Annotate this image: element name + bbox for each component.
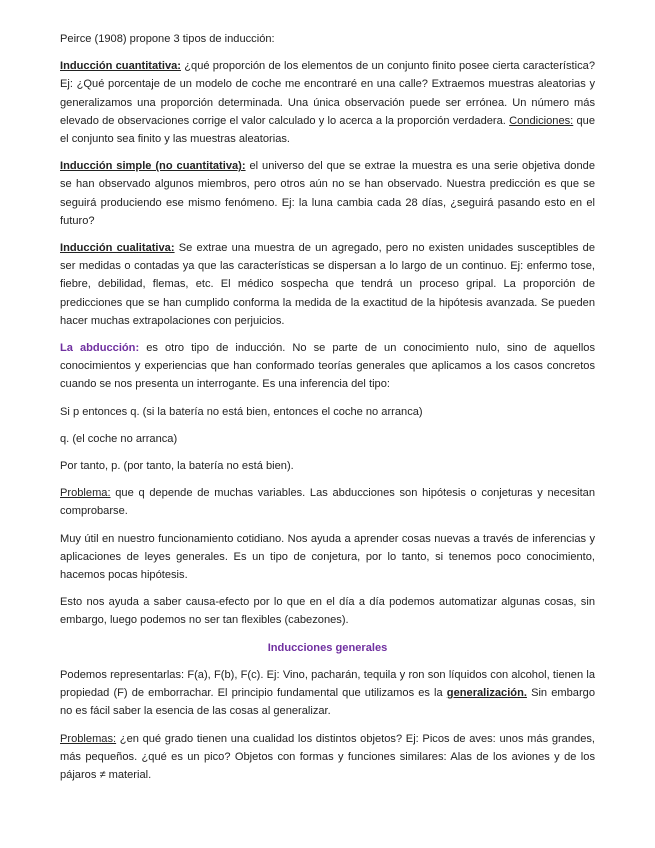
simple-induction-term: Inducción simple (no cuantitativa):: [60, 160, 246, 173]
problem-label: Problema:: [60, 487, 111, 500]
quantitative-induction-paragraph: [60, 57, 595, 148]
qualitative-induction-text: Se extrae una muestra de un agregado, pero no existen unidades susceptibles de ser medidas o contadas ya que las características se dispersan a lo largo de un continuo. Ej: enfermo tose, fiebre, debilidad, flemas, etc. El médico sospecha que tendrá un proceso gripal. La proporción de predicciones que se han cumplido conforma la medida de la exactitud de la hipótesis avanzada. Se pueden hacer muchas extrapolaciones con perjuicios.: [60, 242, 595, 327]
general-induction-text-before: Podemos representarlas: F(a), F(b), F(c). Ej: Vino, pacharán, tequila y ron son líquidos con alcohol, tienen la propiedad (F) de emborrachar. El principio fundamental que utilizamos es la: [60, 668, 595, 700]
general-induction-text-after: Sin embargo no es fácil saber la esencia de las cosas al generalizar.: [60, 687, 595, 718]
abduction-term: La abducción:: [60, 342, 140, 355]
abduction-paragraph: [60, 339, 595, 394]
simple-induction-paragraph: [60, 157, 595, 230]
quantitative-induction-term: Inducción cuantitativa:: [60, 60, 181, 73]
abduction-text: es otro tipo de inducción. No se parte de un conocimiento nulo, sino de aquellos conocimientos y experiencias que han conformado teorías generales que aplicamos a los casos concretos cuando se nos presenta un interrogante. Es una inferencia del tipo:: [60, 342, 595, 391]
problems-text: ¿en qué grado tienen una cualidad los distintos objetos? Ej: Picos de aves: unos más grandes, más pequeños. ¿qué es un pico? Objetos con formas y funciones similares: Alas de los aviones y de los pájaros ≠ material.: [60, 732, 595, 781]
conditions-text: que el conjunto sea finito y las muestras aleatorias.: [60, 114, 595, 146]
qualitative-induction-term: Inducción cualitativa:: [60, 242, 175, 255]
usefulness-paragraph: Muy útil en nuestro funcionamiento cotidiano. Nos ayuda a aprender cosas nuevas a través de inferencias y aplicaciones de leyes generales. Es un tipo de conjetura, por lo tanto, si tenemos poco conocimiento, hacemos pocas hipótesis.: [60, 532, 595, 582]
inference-line-2: q. (el coche no arranca): [60, 432, 178, 445]
inference-line-1: Si p entonces q. (si la batería no está bien, entonces el coche no arranca): [60, 405, 423, 418]
intro-paragraph: Peirce (1908) propone 3 tipos de inducción:: [60, 33, 275, 45]
qualitative-induction-paragraph: [60, 239, 595, 330]
problem-text: que q depende de muchas variables. Las abducciones son hipótesis o conjeturas y necesitan comprobarse.: [60, 487, 595, 518]
generalization-term: generalización.: [446, 687, 527, 700]
inference-line-3: Por tanto, p. (por tanto, la batería no está bien).: [60, 460, 294, 473]
problems-label: Problemas:: [60, 732, 117, 745]
cause-effect-paragraph: Esto nos ayuda a saber causa-efecto por lo que en el día a día podemos automatizar algunas cosas, sin embargo, luego podemos no ser tan flexibles (cabezones).: [60, 596, 595, 627]
quantitative-induction-text: ¿qué proporción de los elementos de un conjunto finito posee cierta característica? Ej: ¿Qué porcentaje de un modelo de coche me encontraré en una calle? Extraemos muestras aleatorias y generalizamos una proporción determinada. Una única observación puede ser errónea. Un número más elevado de observaciones corrige el valor calculado y lo acerca a la proporción verdadera.: [60, 60, 595, 127]
problems-paragraph: [60, 730, 595, 785]
conditions-label: Condiciones:: [509, 114, 574, 127]
problem-paragraph: [60, 484, 595, 520]
section-heading: Inducciones generales: [267, 641, 388, 654]
simple-induction-text: el universo del que se extrae la muestra es una serie objetiva donde se han observado algunos miembros, pero otros aún no se han observado. Nuestra predicción es que se seguirá produciendo ese mismo fenómeno. Ej: la luna cambia cada 28 días, ¿seguirá pasando esto en el futuro?: [60, 160, 595, 227]
general-induction-paragraph: [60, 666, 595, 721]
